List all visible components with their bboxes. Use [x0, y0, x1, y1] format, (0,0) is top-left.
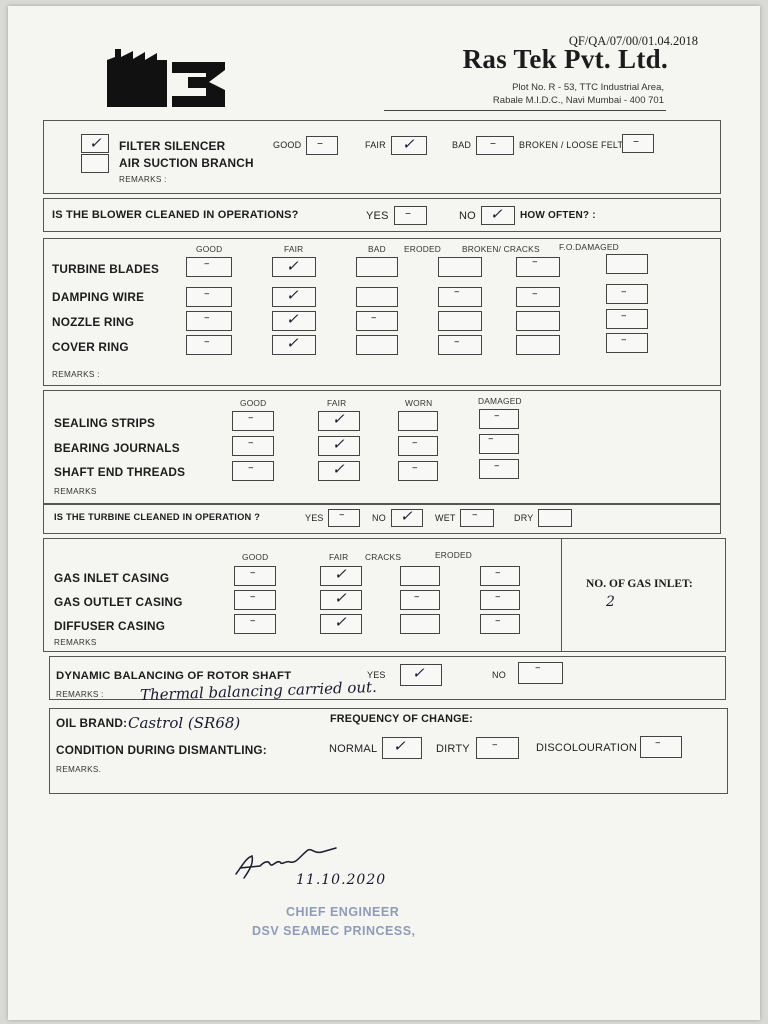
- header-damaged: DAMAGED: [478, 396, 522, 406]
- blower-cleaned-question: IS THE BLOWER CLEANED IN OPERATIONS?: [52, 209, 299, 221]
- bearing-worn-box[interactable]: [398, 436, 438, 456]
- filter-fair-tick: ✓: [402, 135, 415, 153]
- no-label: NO: [459, 210, 476, 222]
- dash-mark: –: [495, 614, 501, 627]
- tick-mark: ✓: [286, 334, 299, 352]
- dash-mark: –: [204, 311, 210, 324]
- header-eroded: ERODED: [404, 244, 442, 254]
- yes-label: YES: [367, 670, 386, 680]
- dash-mark: –: [532, 287, 538, 300]
- remarks-label: REMARKS :: [52, 370, 100, 379]
- address-line-2: Rabale M.I.D.C., Navi Mumbai - 400 701: [492, 95, 664, 106]
- dash-mark: –: [454, 335, 460, 348]
- dry-label: DRY: [514, 513, 534, 523]
- tick-mark: ✓: [334, 613, 347, 631]
- dash-mark: –: [250, 590, 256, 603]
- header-good: GOOD: [196, 244, 223, 254]
- dash-mark: –: [535, 661, 541, 674]
- remarks-label: REMARKS: [54, 487, 97, 496]
- dash-mark: –: [204, 287, 210, 300]
- dash-mark: –: [371, 311, 377, 324]
- dash-mark: –: [250, 614, 256, 627]
- dash-mark: –: [621, 309, 627, 322]
- dash-mark: –: [414, 590, 420, 603]
- condition-label: CONDITION DURING DISMANTLING:: [56, 743, 267, 757]
- gas-inlet-count-value: 2: [606, 594, 615, 610]
- filter-silencer-tick: ✓: [89, 134, 102, 152]
- row-label-gas-outlet-casing: GAS OUTLET CASING: [54, 595, 183, 609]
- nozzle-ring-bad-box[interactable]: [356, 311, 398, 331]
- dash-mark: –: [655, 736, 661, 749]
- company-name: Ras Tek Pvt. Ltd.: [462, 44, 668, 74]
- tick-mark: ✓: [393, 737, 406, 755]
- nozzle-ring-broken-box[interactable]: [516, 311, 560, 331]
- filter-bad-dash: –: [490, 136, 496, 150]
- shaft-worn-box[interactable]: [398, 461, 438, 481]
- row-label-damping-wire: DAMPING WIRE: [52, 290, 145, 304]
- no-label: NO: [372, 513, 386, 523]
- remarks-label: REMARKS :: [56, 690, 104, 699]
- filter-silencer-label: FILTER SILENCER: [119, 139, 226, 153]
- company-logo: [106, 46, 228, 108]
- tick-mark: ✓: [286, 310, 299, 328]
- turbine-blades-fo-box[interactable]: [606, 254, 648, 274]
- row-label-cover-ring: COVER RING: [52, 340, 129, 354]
- remarks-label: REMARKS :: [119, 175, 167, 184]
- tick-mark: ✓: [334, 589, 347, 607]
- dash-mark: –: [495, 566, 501, 579]
- tick-mark: ✓: [286, 257, 299, 275]
- air-suction-checkbox[interactable]: [81, 154, 109, 173]
- header-eroded: ERODED: [435, 550, 473, 560]
- dash-mark: –: [412, 461, 418, 474]
- header-fo-damaged: F.O.DAMAGED: [559, 242, 619, 252]
- turbine-cleaned-dry-box[interactable]: [538, 509, 572, 527]
- sealing-worn-box[interactable]: [398, 411, 438, 431]
- turbine-blades-eroded-box[interactable]: [438, 257, 482, 277]
- damping-wire-broken-box[interactable]: [516, 287, 560, 307]
- oil-brand-label: OIL BRAND:: [56, 716, 128, 730]
- diffuser-cracks-box[interactable]: [400, 614, 440, 634]
- row-label-shaft-end-threads: SHAFT END THREADS: [54, 465, 186, 479]
- turbine-blades-broken-box[interactable]: [516, 257, 560, 277]
- dash-mark: –: [339, 508, 345, 521]
- tick-mark: ✓: [400, 507, 413, 525]
- stamp-line-2: DSV SEAMEC PRINCESS,: [252, 924, 416, 938]
- cover-ring-broken-box[interactable]: [516, 335, 560, 355]
- dash-mark: –: [248, 461, 254, 474]
- filter-broken-dash: –: [633, 134, 639, 148]
- filter-good-dash: –: [317, 136, 323, 150]
- column-divider: [561, 538, 562, 652]
- tick-mark: ✓: [334, 565, 347, 583]
- damping-wire-eroded-box[interactable]: [438, 287, 482, 307]
- dash-mark: –: [621, 333, 627, 346]
- header-good: GOOD: [240, 398, 267, 408]
- wet-label: WET: [435, 513, 456, 523]
- no-label: NO: [492, 670, 506, 680]
- header-fair: FAIR: [327, 398, 347, 408]
- blower-yes-dash: –: [405, 206, 411, 220]
- tick-mark: ✓: [286, 286, 299, 304]
- tick-mark: ✓: [332, 460, 345, 478]
- header-bad: BAD: [368, 244, 386, 254]
- tick-mark: ✓: [332, 410, 345, 428]
- air-suction-label: AIR SUCTION BRANCH: [119, 156, 254, 170]
- row-label-bearing-journals: BEARING JOURNALS: [54, 441, 180, 455]
- blower-no-tick: ✓: [490, 205, 503, 223]
- dash-mark: –: [488, 432, 494, 445]
- gas-inlet-count-label: NO. OF GAS INLET:: [586, 578, 693, 590]
- signature-date: 11.10.2020: [296, 872, 387, 888]
- header-fair: FAIR: [329, 552, 349, 562]
- tick-mark: ✓: [332, 435, 345, 453]
- damping-wire-bad-box[interactable]: [356, 287, 398, 307]
- company-address: [493, 81, 664, 107]
- dash-mark: –: [472, 508, 478, 521]
- row-label-diffuser-casing: DIFFUSER CASING: [54, 619, 166, 633]
- header-cracks: CRACKS: [365, 552, 402, 562]
- cover-ring-fo-box[interactable]: [606, 333, 648, 353]
- gas-outlet-cracks-box[interactable]: [400, 590, 440, 610]
- dash-mark: –: [495, 590, 501, 603]
- row-label-gas-inlet-casing: GAS INLET CASING: [54, 571, 170, 585]
- dash-mark: –: [204, 257, 210, 270]
- turbine-blades-bad-box[interactable]: [356, 257, 398, 277]
- frequency-label: FREQUENCY OF CHANGE:: [330, 713, 473, 725]
- dirty-label: DIRTY: [436, 743, 470, 755]
- row-label-nozzle-ring: NOZZLE RING: [52, 315, 135, 329]
- normal-label: NORMAL: [329, 743, 378, 755]
- oil-brand-value: Castrol (SR68): [128, 714, 241, 732]
- header-worn: WORN: [405, 398, 433, 408]
- dash-mark: –: [532, 255, 538, 268]
- gas-inlet-cracks-box[interactable]: [400, 566, 440, 586]
- header-good: GOOD: [242, 552, 269, 562]
- discolouration-label: DISCOLOURATION: [536, 742, 637, 754]
- nozzle-ring-fo-box[interactable]: [606, 309, 648, 329]
- yes-label: YES: [366, 210, 389, 222]
- cover-ring-bad-box[interactable]: [356, 335, 398, 355]
- header-fair: FAIR: [284, 244, 304, 254]
- dash-mark: –: [250, 566, 256, 579]
- discolouration-box[interactable]: [640, 736, 682, 758]
- remarks-label: REMARKS.: [56, 765, 102, 774]
- dash-mark: –: [412, 436, 418, 449]
- inspection-form: [8, 6, 760, 1020]
- dash-mark: –: [621, 285, 627, 298]
- dash-mark: –: [494, 459, 500, 472]
- cover-ring-eroded-box[interactable]: [438, 335, 482, 355]
- turbine-cleaned-question: IS THE TURBINE CLEANED IN OPERATION ?: [54, 512, 261, 522]
- dynamic-balancing-remarks: Thermal balancing carried out.: [139, 677, 378, 705]
- dash-mark: –: [494, 409, 500, 422]
- broken-label: BROKEN / LOOSE FELT: [519, 140, 624, 150]
- dynamic-balancing-label: DYNAMIC BALANCING OF ROTOR SHAFT: [56, 670, 292, 682]
- dash-mark: –: [492, 738, 498, 751]
- damping-wire-fo-box[interactable]: [606, 284, 648, 304]
- address-line-1: Plot No. R - 53, TTC Industrial Area,: [512, 82, 664, 93]
- stamp-line-1: CHIEF ENGINEER: [286, 905, 400, 919]
- row-label-turbine-blades: TURBINE BLADES: [52, 262, 160, 276]
- yes-label: YES: [305, 513, 324, 523]
- dash-mark: –: [248, 436, 254, 449]
- form-page: [8, 6, 760, 1020]
- bad-label: BAD: [452, 140, 472, 150]
- bearing-damaged-box[interactable]: [479, 434, 519, 454]
- header-broken-cracks: BROKEN/ CRACKS: [462, 244, 540, 254]
- fair-label: FAIR: [365, 140, 386, 150]
- header-rule: [384, 110, 666, 111]
- document-number: QF/QA/07/00/01.04.2018: [568, 34, 698, 48]
- how-often-label: HOW OFTEN? :: [520, 210, 596, 221]
- nozzle-ring-eroded-box[interactable]: [438, 311, 482, 331]
- good-label: GOOD: [273, 140, 302, 150]
- remarks-label: REMARKS: [54, 638, 97, 647]
- dash-mark: –: [204, 335, 210, 348]
- dash-mark: –: [248, 411, 254, 424]
- tick-mark: ✓: [412, 664, 425, 682]
- dash-mark: –: [454, 285, 460, 298]
- row-label-sealing-strips: SEALING STRIPS: [54, 416, 156, 430]
